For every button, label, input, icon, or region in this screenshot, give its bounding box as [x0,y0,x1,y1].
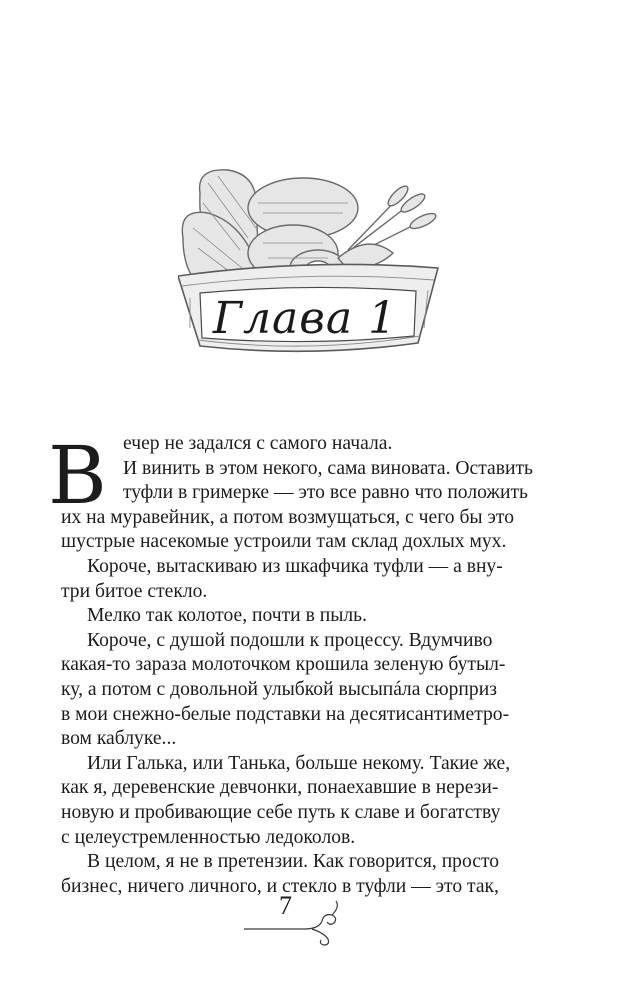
paragraph [61,752,514,850]
flourish-ornament-icon [244,893,344,953]
text-line: бизнес, ничего личного, и стекло в туфли — это так, [61,875,499,897]
text-line: Короче, вытаскиваю из шкафчика туфли — а вну- [87,555,503,577]
text-line: ку, а потом с довольной улыбкой высыпáла сюрприз [61,678,497,700]
text-line: Или Галька, или Танька, больше некому. Такие же, [87,752,511,774]
text-line: какая-то зараза молоточком крошила зеленую бутыл- [61,654,506,676]
paragraph [48,429,533,555]
text-line: новую и пробивающие себе путь к славе и богатству [61,801,501,823]
text-line: шустрые насекомые устроили там склад дохлых мух. [61,531,507,553]
text-line: В целом, я не в претензии. Как говорится, просто [87,851,500,873]
text-line: туфли в гримерке — это все равно что положить [123,482,528,504]
page-footer [244,893,344,953]
drop-cap: В [48,429,107,522]
text-line-content: ечер не задался с самого начала. [123,433,393,454]
text-line: в мои снежно-белые подставки на десятисантиметро- [61,703,510,725]
paragraph [61,629,514,752]
body-text [48,429,533,899]
page-number: 7 [279,891,292,920]
text-line: Мелко так колотое, почти в пыль. [87,605,367,627]
text-line: три битое стекло. [61,580,208,602]
paragraph [61,604,514,629]
text-line: И винить в этом некого, сама виновата. Оставить [123,457,533,479]
text-line: как я, деревенские девчонки, понаехавшие в нерези- [61,777,499,799]
chapter-title: Глава 1 [212,293,398,344]
text-line: с целеустремленностью ледоколов. [61,826,356,848]
text-line: вом каблуке... [61,728,177,750]
text-line: Короче, с душой подошли к процессу. Вдумчиво [87,629,493,651]
text-line: их на муравейник, а потом возмущаться, с чего бы это [61,506,514,528]
paragraph [61,555,514,604]
